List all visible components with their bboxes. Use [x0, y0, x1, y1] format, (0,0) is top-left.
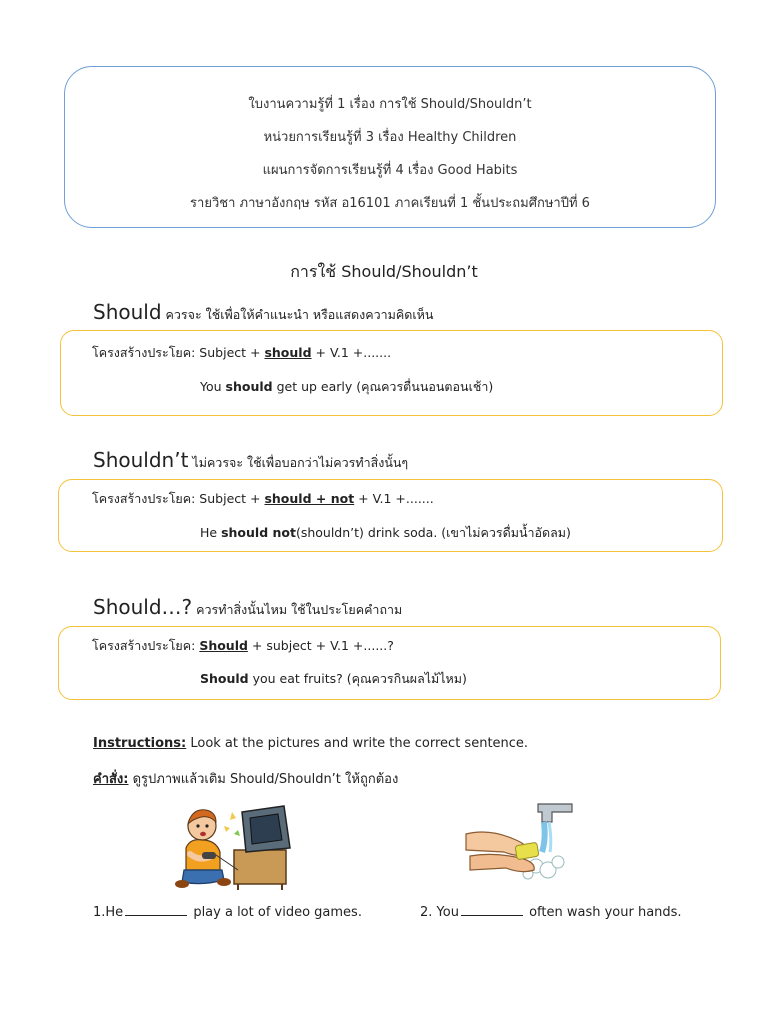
example-keyword: Should [200, 671, 249, 686]
structure-keyword: Should [199, 638, 248, 653]
instructions-th: คำสั่ง: ดูรูปภาพแล้วเติม Should/Shouldn’t ให้ถูกต้อง [93, 772, 399, 787]
section-heading-word: Should [93, 300, 162, 324]
header-box [64, 66, 716, 228]
example-sentence: You should get up early (คุณควรตื่นนอนตอนเช้า) [200, 379, 494, 394]
structure-keyword: should + not [264, 491, 355, 506]
question-1: 1.He play a lot of video games. [93, 905, 362, 920]
example-sentence: He should not(shouldn’t) drink soda. (เขาไม่ควรดื่มน้ำอัดลม) [200, 525, 571, 540]
structure-keyword: should [264, 345, 312, 360]
question-2: 2. You often wash your hands. [420, 905, 682, 920]
worksheet-title: ใบงานความรู้ที่ 1 เรื่อง การใช้ Should/Shouldn’t [248, 97, 532, 112]
example-sentence: Should you eat fruits? (คุณควรกินผลไม้ไหม) [200, 671, 467, 686]
instructions-en: Instructions: Look at the pictures and write the correct sentence. [93, 736, 529, 751]
plan-line: แผนการจัดการเรียนรู้ที่ 4 เรื่อง Good Habits [262, 163, 518, 178]
unit-line: หน่วยการเรียนรู้ที่ 3 เรื่อง Healthy Children [263, 130, 517, 145]
section-heading-desc: ไม่ควรจะ ใช้เพื่อบอกว่าไม่ควรทำสิ่งนั้นๆ [192, 455, 409, 470]
structure-line: โครงสร้างประโยค: Subject + should + V.1 +....... [92, 345, 392, 360]
section-heading-word: Should…? [93, 595, 193, 619]
example-keyword: should [225, 379, 273, 394]
section-heading-desc: ควรทำสิ่งนั้นไหม ใช้ในประโยคคำถาม [196, 602, 403, 617]
section-heading-desc: ควรจะ ใช้เพื่อให้คำแนะนำ หรือแสดงความคิดเห็น [165, 307, 434, 322]
answer-blank[interactable] [125, 903, 187, 916]
section-heading-word: Shouldn’t [93, 448, 189, 472]
structure-line: โครงสร้างประโยค: Subject + should + not + V.1 +....... [92, 491, 434, 506]
section-heading-should-question [93, 595, 402, 620]
video-game-kid-illustration [172, 800, 297, 892]
answer-blank[interactable] [461, 903, 523, 916]
section-heading-shouldnt [93, 448, 408, 473]
structure-line: โครงสร้างประโยค: Should + subject + V.1 +......? [92, 638, 394, 653]
course-line: รายวิชา ภาษาอังกฤษ รหัส อ16101 ภาคเรียนที่ 1 ชั้นประถมศึกษาปีที่ 6 [190, 196, 590, 211]
page-title: การใช้ Should/Shouldn’t [290, 262, 478, 281]
section-heading-should [93, 300, 433, 325]
example-keyword: should not [221, 525, 296, 540]
hand-washing-illustration [460, 800, 580, 888]
